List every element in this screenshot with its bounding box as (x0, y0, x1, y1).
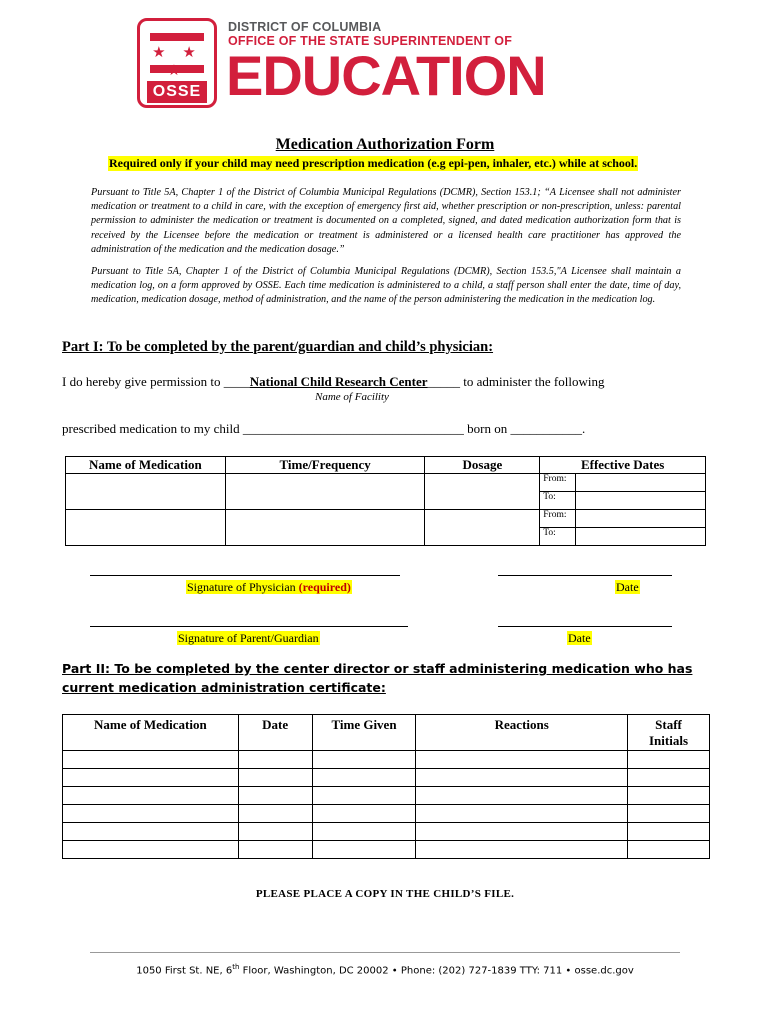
form-subtitle: Required only if your child may need prescription medication (e.g epi-pen, inhaler, etc.) while at school. (109, 156, 638, 170)
log-cell[interactable] (312, 751, 416, 769)
log-cell[interactable] (628, 805, 710, 823)
logo-bar-top (150, 33, 204, 41)
log-cell[interactable] (238, 769, 312, 787)
footer-address-pre: 1050 First St. NE, 6 (136, 965, 233, 977)
time-frequency-cell[interactable] (225, 474, 425, 510)
to-date-cell[interactable] (576, 528, 706, 546)
log-cell[interactable] (312, 787, 416, 805)
parent-date-text: Date (568, 631, 591, 645)
child-line: prescribed medication to my child __________________________________ born on ___________. (62, 421, 586, 436)
medication-name-cell[interactable] (66, 474, 226, 510)
footer-address-sup: th (232, 963, 240, 971)
log-cell[interactable] (63, 787, 239, 805)
log-row (63, 787, 710, 805)
org-line-1: DISTRICT OF COLUMBIA (228, 20, 382, 34)
log-header-reactions: Reactions (416, 715, 628, 751)
org-line-2: OFFICE OF THE STATE SUPERINTENDENT OF (228, 34, 513, 48)
log-cell[interactable] (63, 841, 239, 859)
medication-log-table (62, 714, 710, 859)
permission-line (62, 374, 604, 390)
dosage-cell[interactable] (425, 510, 540, 546)
log-cell[interactable] (416, 769, 628, 787)
log-cell[interactable] (63, 805, 239, 823)
header-name-of-medication: Name of Medication (66, 457, 226, 474)
copy-notice: PLEASE PLACE A COPY IN THE CHILD’S FILE. (255, 888, 515, 900)
log-cell[interactable] (238, 841, 312, 859)
log-cell[interactable] (63, 823, 239, 841)
log-cell[interactable] (238, 805, 312, 823)
parent-date-line[interactable] (498, 626, 672, 627)
from-date-cell[interactable] (576, 510, 706, 528)
footer-divider (90, 952, 680, 953)
header-dosage: Dosage (425, 457, 540, 474)
log-cell[interactable] (416, 823, 628, 841)
parent-signature-label (177, 629, 320, 647)
part2-heading-line1: Part II: To be completed by the center director or staff administering medication who has (62, 661, 693, 676)
log-cell[interactable] (416, 805, 628, 823)
log-cell[interactable] (238, 823, 312, 841)
logo-stars: ★ ★ (152, 43, 202, 61)
physician-signature-line[interactable] (90, 575, 400, 576)
medication-name-cell[interactable] (66, 510, 226, 546)
log-cell[interactable] (416, 841, 628, 859)
log-row (63, 751, 710, 769)
medication-table (65, 456, 706, 546)
dosage-cell[interactable] (425, 474, 540, 510)
header-time-frequency: Time/Frequency (225, 457, 425, 474)
log-row (63, 769, 710, 787)
parent-signature-text: Signature of Parent/Guardian (178, 631, 319, 645)
parent-signature-line[interactable] (90, 626, 408, 627)
from-label: From: (540, 510, 576, 528)
log-header-time-given: Time Given (312, 715, 416, 751)
log-cell[interactable] (628, 787, 710, 805)
log-cell[interactable] (416, 787, 628, 805)
physician-date-text: Date (616, 580, 639, 594)
log-cell[interactable] (312, 823, 416, 841)
org-line-3: EDUCATION (226, 44, 546, 107)
log-header-date: Date (238, 715, 312, 751)
facility-name-field[interactable]: National Child Research Center (249, 374, 428, 389)
header-effective-dates: Effective Dates (540, 457, 706, 474)
facility-caption: Name of Facility (315, 391, 389, 403)
osse-logo (137, 18, 217, 108)
time-frequency-cell[interactable] (225, 510, 425, 546)
log-cell[interactable] (628, 841, 710, 859)
log-cell[interactable] (416, 751, 628, 769)
to-label: To: (540, 492, 576, 510)
physician-date-line[interactable] (498, 575, 672, 576)
log-header-staff-initials-text: Staff Initials (649, 717, 689, 748)
form-title: Medication Authorization Form (275, 136, 495, 153)
log-cell[interactable] (312, 841, 416, 859)
log-cell[interactable] (238, 751, 312, 769)
log-cell[interactable] (628, 751, 710, 769)
logo-bar-middle (150, 65, 204, 73)
permission-prefix: I do hereby give permission to ____ (62, 374, 250, 389)
log-cell[interactable] (312, 769, 416, 787)
log-cell[interactable] (63, 769, 239, 787)
footer-address (0, 963, 770, 976)
log-cell[interactable] (238, 787, 312, 805)
from-date-cell[interactable] (576, 474, 706, 492)
log-cell[interactable] (312, 805, 416, 823)
log-row (63, 823, 710, 841)
log-cell[interactable] (63, 751, 239, 769)
physician-signature-label (186, 578, 352, 596)
log-cell[interactable] (628, 823, 710, 841)
physician-signature-text: Signature of Physician (187, 580, 296, 594)
footer-address-post: Floor, Washington, DC 20002 • Phone: (202) 727-1839 TTY: 711 • osse.dc.gov (239, 965, 634, 977)
to-label: To: (540, 528, 576, 546)
part1-heading: Part I: To be completed by the parent/guardian and child’s physician: (62, 339, 494, 355)
to-date-cell[interactable] (576, 492, 706, 510)
log-header-name-of-medication: Name of Medication (63, 715, 239, 751)
log-row (63, 805, 710, 823)
part2-heading-line2: current medication administration certificate: (62, 680, 386, 695)
required-note: (required) (298, 580, 351, 594)
permission-suffix: _____ to administer the following (427, 374, 605, 389)
physician-date-label (615, 578, 640, 596)
logo-text: OSSE (147, 81, 207, 103)
from-label: From: (540, 474, 576, 492)
parent-date-label (567, 629, 592, 647)
log-row (63, 841, 710, 859)
regulation-paragraph-1: Pursuant to Title 5A, Chapter 1 of the District of Columbia Municipal Regulations (DCMR), Section 153.1; “A Licensee shall not administer medication or treatment to a child in care, with the exception of emergency first aid, whether prescription or non-prescription, unless: parental permission to administer the medication or treatment is documented on a completed, signed, and dated medication authorization form that is received by the Licensee before the medication or treatment is administered or a licensed health care practitioner has approved the administration of the medication and the medication dosage.” (91, 187, 681, 255)
regulation-paragraph-2: Pursuant to Title 5A, Chapter 1 of the District of Columbia Municipal Regulations (DCMR), Section 153.5,"A Licensee shall maintain a medication log, on a form approved by OSSE. Each time medication is administered to a child, a staff person shall enter the date, time of day, medication, medication dosage, method of administration, and the name of the person administering the medication in the medication log. (91, 266, 681, 306)
log-header-staff-initials (628, 715, 710, 751)
log-cell[interactable] (628, 769, 710, 787)
